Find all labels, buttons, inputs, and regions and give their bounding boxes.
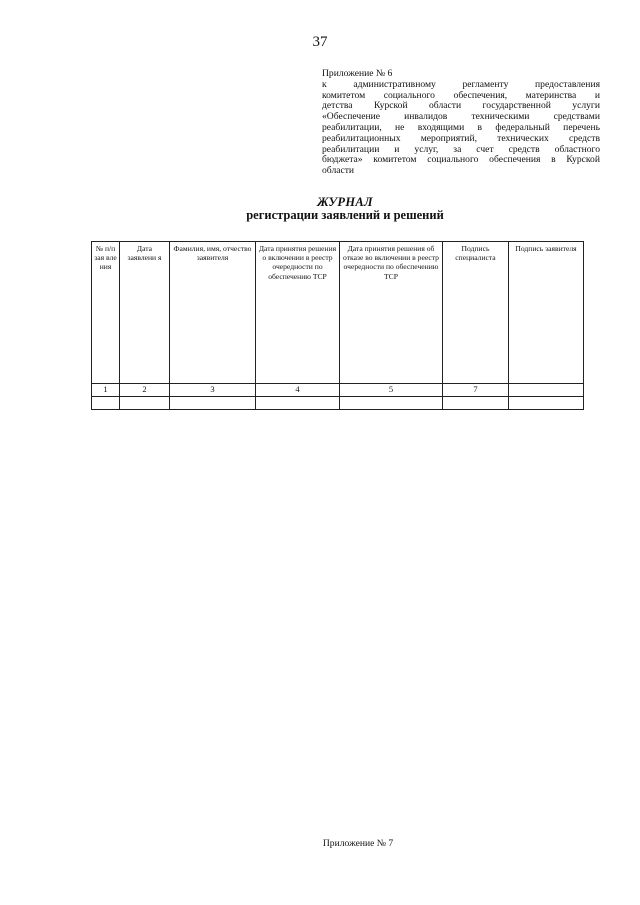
appendix-line: области bbox=[322, 165, 355, 177]
column-number-cell: 4 bbox=[256, 384, 340, 397]
column-number-cell: 1 bbox=[92, 384, 120, 397]
column-header-specialist-signature: Подпись специалиста bbox=[443, 242, 509, 384]
column-header-number: № п/п зая вле ния bbox=[92, 242, 120, 384]
column-number-cell: 7 bbox=[443, 384, 509, 397]
appendix-line: комитетом социального обеспечения, материнства и bbox=[322, 89, 600, 101]
page-number: 37 bbox=[312, 34, 328, 50]
appendix-line: бюджета» комитетом социального обеспечения в Курской bbox=[322, 154, 600, 166]
column-number-cell: 3 bbox=[170, 384, 256, 397]
title-journal: ЖУРНАЛ bbox=[317, 195, 373, 209]
footer-next-appendix: Приложение № 7 bbox=[322, 838, 394, 849]
column-header-applicant-signature: Подпись заявителя bbox=[509, 242, 584, 384]
document-title bbox=[0, 196, 640, 222]
appendix-line: реабилитации и услуг, за счет средств областного bbox=[322, 143, 600, 155]
appendix-line: реабилитации, не входящими в федеральный перечень bbox=[322, 121, 600, 133]
table-row-column-numbers bbox=[92, 384, 584, 397]
table-cell bbox=[92, 397, 120, 410]
table-cell bbox=[509, 397, 584, 410]
table-header-row bbox=[92, 242, 584, 384]
appendix-line: детства Курской области государственной услуги bbox=[322, 100, 600, 112]
appendix-heading: Приложение № 6 bbox=[322, 68, 393, 79]
column-header-inclusion-decision-date: Дата принятия решения о включении в реестр очередности по обеспечению ТСР bbox=[256, 242, 340, 384]
appendix-note bbox=[322, 69, 600, 177]
column-number-cell bbox=[509, 384, 584, 397]
table-cell bbox=[120, 397, 170, 410]
table-cell bbox=[443, 397, 509, 410]
title-subtitle: регистрации заявлений и решений bbox=[246, 208, 444, 222]
appendix-line: к административному регламенту предоставления bbox=[322, 78, 600, 90]
table-row-empty bbox=[92, 397, 584, 410]
appendix-line: «Обеспечение инвалидов техническими средствами bbox=[322, 111, 600, 123]
table-cell bbox=[170, 397, 256, 410]
column-header-application-date: Дата заявлени я bbox=[120, 242, 170, 384]
registration-journal-table bbox=[91, 241, 584, 410]
column-header-refusal-decision-date: Дата принятия решения об отказе во включении в реестр очередности по обеспечению ТСР bbox=[340, 242, 443, 384]
column-number-cell: 5 bbox=[340, 384, 443, 397]
table-cell bbox=[256, 397, 340, 410]
table-cell bbox=[340, 397, 443, 410]
column-header-applicant-name: Фамилия, имя, отчество заявителя bbox=[170, 242, 256, 384]
column-number-cell: 2 bbox=[120, 384, 170, 397]
appendix-line: реабилитационных мероприятий, технических средств bbox=[322, 132, 600, 144]
